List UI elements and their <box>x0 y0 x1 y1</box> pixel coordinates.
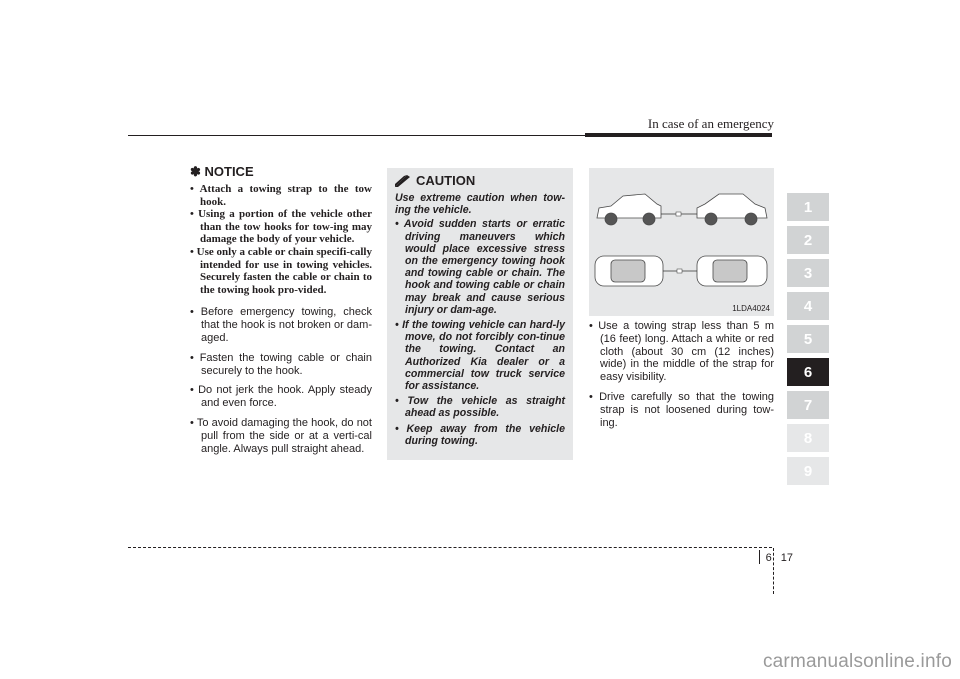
instruction-item: • To avoid damaging the hook, do not pull from the side or at a verti-cal angle. Always pull straight ahead. <box>190 416 372 455</box>
caution-header <box>395 173 565 188</box>
caution-item: • If the towing vehicle can hard-ly move, do not forcibly con-tinue the towing. Contact an Authorized Kia dealer or a commercial tow truck service for assistance. <box>395 319 565 393</box>
pencil-icon <box>395 175 410 187</box>
chapter-tab-7[interactable]: 7 <box>787 391 829 419</box>
notice-column <box>190 164 372 462</box>
towing-illustration <box>589 168 774 316</box>
notice-title: ✽ NOTICE <box>190 164 254 179</box>
caution-box <box>387 168 573 460</box>
notice-item: • Using a portion of the vehicle other than the tow hooks for tow-ing may damage the body of your vehicle. <box>190 208 372 246</box>
instruction-column-right <box>589 320 774 436</box>
footer-rule <box>128 547 772 548</box>
instruction-item: • Drive carefully so that the towing strap is not loosened during tow-ing. <box>589 390 774 429</box>
notice-item: • Use only a cable or chain specifi-cally intended for use in towing vehicles. Securely fasten the cable or chain to the towing hook pro-vided. <box>190 245 372 296</box>
chapter-tab-9[interactable]: 9 <box>787 457 829 485</box>
instruction-item: • Do not jerk the hook. Apply steady and even force. <box>190 384 372 410</box>
watermark-text: carmanualsonline.info <box>762 651 952 672</box>
caution-item: • Tow the vehicle as straight ahead as possible. <box>395 395 565 420</box>
chapter-tab-4[interactable]: 4 <box>787 292 829 320</box>
chapter-tab-8[interactable]: 8 <box>787 424 829 452</box>
chapter-tab-5[interactable]: 5 <box>787 325 829 353</box>
instruction-list-right <box>589 320 774 429</box>
notice-list <box>190 183 372 296</box>
chapter-tab-2[interactable]: 2 <box>787 226 829 254</box>
chapter-tab-1[interactable]: 1 <box>787 193 829 221</box>
page-number <box>760 552 793 564</box>
instruction-item: • Before emergency towing, check that the hook is not broken or dam-aged. <box>190 306 372 344</box>
instruction-item: • Fasten the towing cable or chain securely to the hook. <box>190 351 372 377</box>
caution-intro: Use extreme caution when tow-ing the vehicle. <box>395 192 565 217</box>
figure-code: 1LDA4024 <box>732 304 770 313</box>
caution-item: • Avoid sudden starts or erratic driving maneuvers which would place excessive stress on the emergency towing hook and towing cable or chain. The hook and towing cable or chain may break and cause serious injury or dam-age. <box>395 218 565 316</box>
page-chapter: 6 <box>765 552 772 564</box>
header-accent-bar <box>585 133 772 137</box>
caution-list <box>395 218 565 447</box>
header-title: In case of an emergency <box>647 116 774 131</box>
caution-item: • Keep away from the vehicle during towing. <box>395 422 565 447</box>
caution-title: CAUTION <box>416 173 476 188</box>
page-index: 17 <box>780 552 793 564</box>
instruction-item: • Use a towing strap less than 5 m (16 feet) long. Attach a white or red cloth (about 30 cm (12 inches) wide) in the middle of the strap for easy visibility. <box>589 320 774 384</box>
notice-item: • Attach a towing strap to the tow hook. <box>190 183 372 208</box>
chapter-tab-6[interactable]: 6 <box>787 358 829 386</box>
chapter-index <box>787 193 829 490</box>
towing-cars-illustration <box>589 168 774 298</box>
chapter-tab-3[interactable]: 3 <box>787 259 829 287</box>
instruction-list-left <box>190 306 372 455</box>
